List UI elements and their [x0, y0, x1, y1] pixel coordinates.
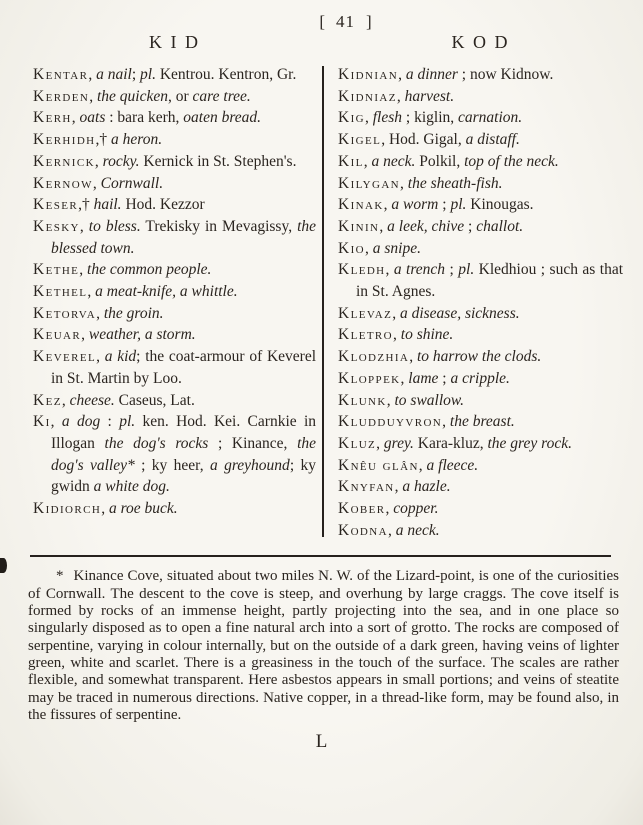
entry-headword: Klevaz [338, 304, 393, 322]
entry-text: pl. [450, 196, 467, 214]
entry-text: ; now Kidnow. [457, 66, 554, 83]
scan-artifact [0, 558, 7, 573]
entry-text: to harrow the clods. [416, 348, 542, 366]
entry-text: , Hod. Gigal, [381, 131, 466, 149]
entry-headword: Kodna [338, 521, 388, 539]
entry-text: the dog's rocks [104, 434, 209, 452]
entry-text: oats [79, 109, 106, 127]
entry-text: the common people. [87, 261, 212, 279]
entry-text: , or [168, 87, 193, 105]
entry-text: carnation. [458, 109, 523, 127]
entry-text: rocky. [102, 152, 140, 170]
dictionary-entry [338, 520, 623, 542]
entry-text: the dog's valley* [51, 434, 316, 474]
entry-text: , [400, 174, 408, 192]
entry-text: the quicken [96, 87, 168, 105]
dictionary-entry [33, 173, 316, 195]
right-column [338, 64, 623, 541]
dictionary-entry [33, 64, 316, 86]
entry-headword: Kentar [33, 66, 89, 83]
entry-headword: Kig [338, 109, 365, 127]
entry-text: a disease, sickness. [399, 304, 520, 322]
dictionary-entry [338, 368, 623, 390]
footnote-text: Kinance Cove, situated about two miles N. W. of the Lizard-point, is one of the curiosities of Cornwall. The descent to the cove is steep, and overhung by large craggs. The cove itself is formed by rocks of an immense height, partly projecting into the sea, and in one place so singularly disposed as to open a fine natural arch into a sort of grotto. The rocks are composed of serpentine, varying in colour internally, but on the outside of a dark green, having veins of lighter green, white and scarlet. There is a greasiness in the touch of the surface. The scales are rather flexible, and somewhat transparent. Here asbestos appears in small portions; and veins of steatite may be traced in numerous directions. Native copper, in a thread-like form, may be found also, in the fissures of serpentine. [28, 568, 619, 723]
page-header [0, 0, 643, 62]
dictionary-entry [33, 216, 316, 259]
entry-text: , [383, 196, 392, 214]
entry-text: ken. Hod. Kei. Carnkie in Illogan [51, 413, 317, 452]
dictionary-entry [338, 107, 623, 129]
footnote-rule [30, 555, 611, 557]
dictionary-entry [338, 433, 623, 455]
entry-headword: Kio [338, 239, 365, 257]
dictionary-entry [33, 390, 316, 412]
entry-headword: Keser [33, 196, 79, 214]
entry-text: ; kiglin, [402, 109, 459, 127]
entry-headword: Knêu glân [338, 456, 419, 474]
dictionary-entry [33, 259, 316, 281]
dictionary-entry [338, 390, 623, 412]
entry-headword: Kober [338, 500, 386, 518]
dictionary-entry [33, 107, 316, 129]
entry-text: , [379, 217, 388, 235]
entry-text: , [79, 217, 89, 235]
entry-text: , [398, 66, 406, 83]
dictionary-entry [33, 346, 316, 389]
entry-headword: Kez [33, 391, 62, 409]
entry-text: , [442, 413, 450, 431]
entry-text: Kernick in St. Stephen's. [139, 152, 297, 170]
entry-text: hail. [93, 196, 122, 214]
entry-text: , [87, 283, 96, 301]
entry-text: , [365, 109, 373, 127]
entry-headword: Kilygan [338, 174, 401, 192]
right-column-header: K O D [451, 32, 510, 52]
entry-text: a dinner [405, 66, 458, 83]
entry-text: , [376, 434, 384, 452]
entry-text: ; Kinance, [208, 434, 298, 452]
entry-text: pl. [458, 261, 475, 279]
entry-text: the sheath-fish. [407, 174, 503, 192]
entry-text: a roe buck. [108, 500, 178, 518]
left-column-header: K I D [149, 32, 200, 52]
entry-text: to shine. [400, 326, 454, 344]
entry-text: a kid [104, 348, 137, 366]
entry-headword: Knyfan [338, 478, 395, 496]
entry-text: a heron. [111, 131, 163, 149]
entry-text: a meat-knife, a whittle. [95, 283, 238, 301]
entry-text: Polkil, [415, 152, 465, 170]
entry-text: , [400, 369, 409, 387]
dictionary-entry [33, 411, 316, 498]
entry-text: Caseus, Lat. [114, 391, 195, 409]
entry-text: pl. [119, 413, 136, 431]
dictionary-entry [338, 151, 623, 173]
entry-headword: Kletro [338, 326, 394, 344]
entry-text: cheese. [69, 391, 115, 409]
entry-headword: Ketorva [33, 304, 97, 322]
entry-text: , [96, 348, 105, 366]
entry-text: a neck. [371, 152, 416, 170]
entry-text: , [418, 456, 427, 474]
entry-text: a distaff. [465, 131, 520, 149]
dictionary-entry [33, 194, 316, 216]
dictionary-entry [33, 151, 316, 173]
entry-text: care tree. [192, 87, 251, 105]
entry-text: a leek, chive [387, 217, 465, 235]
dictionary-entry [338, 64, 623, 86]
entry-text: copper. [393, 500, 439, 518]
entry-headword: Kerh [33, 109, 72, 127]
entry-text: a trench [393, 261, 446, 279]
entry-text: Kledhiou ; such as that in St. Agnes. [356, 261, 624, 301]
entry-text: ; [131, 66, 141, 83]
dictionary-entry [338, 86, 623, 108]
entry-text: , [387, 521, 396, 539]
entry-text: ; ky gwidn [51, 456, 316, 496]
entry-text: top of the neck. [464, 152, 559, 170]
footnote [28, 568, 619, 724]
dictionary-entry [33, 129, 316, 151]
entry-text: a fleece. [426, 456, 479, 474]
entry-text: , [94, 152, 103, 170]
entry-text: a snipe. [372, 239, 421, 257]
entry-text: ; [445, 261, 459, 279]
entry-text: , [101, 500, 109, 518]
column-divider [322, 66, 324, 537]
entry-headword: Kludduyvron [338, 413, 443, 431]
entry-text: to swallow. [394, 391, 464, 409]
entry-text: oaten bread. [183, 109, 262, 127]
entry-text: , [96, 304, 104, 322]
entry-text: a neck. [395, 521, 440, 539]
entry-text: ; [438, 196, 451, 214]
entry-columns [33, 64, 625, 541]
entry-text: , [386, 391, 395, 409]
entry-text: lame [408, 369, 439, 387]
entry-text: ,† [95, 131, 112, 149]
entry-text: , [385, 500, 394, 518]
entry-text: a nail [96, 66, 132, 83]
dictionary-entry [338, 238, 623, 260]
entry-headword: Kidniaz [338, 87, 397, 105]
dictionary-entry [338, 303, 623, 325]
entry-text: , [392, 304, 400, 322]
entry-headword: Kerhidh [33, 131, 96, 149]
entry-headword: Kidnian [338, 66, 399, 83]
entry-text: Hod. Kezzor [121, 196, 205, 214]
entry-text: , [396, 87, 405, 105]
entry-text: a dog [61, 413, 101, 431]
entry-text: grey. [383, 434, 414, 452]
dictionary-entry [33, 281, 316, 303]
signature-mark: L [315, 731, 328, 753]
entry-headword: Kernick [33, 152, 95, 170]
dictionary-entry [338, 411, 623, 433]
entry-text: ; the coat-armour of Keverel in St. Martin by Loo. [51, 348, 317, 387]
entry-headword: Kil [338, 152, 364, 170]
entry-text: flesh [372, 109, 403, 127]
entry-headword: Kethe [33, 261, 80, 279]
entry-text: , [50, 413, 62, 431]
entry-headword: Kinak [338, 196, 384, 214]
entry-text: the breast. [449, 413, 515, 431]
entry-text: ,† [78, 196, 94, 214]
entry-text: ; [438, 369, 451, 387]
entry-headword: Klunk [338, 391, 387, 409]
left-column [33, 64, 316, 541]
dictionary-entry [33, 86, 316, 108]
entry-headword: Kloppek [338, 369, 401, 387]
dictionary-entry [33, 303, 316, 325]
dictionary-entry [338, 324, 623, 346]
entry-text: , [61, 391, 70, 409]
entry-text: the grey rock. [487, 434, 572, 452]
entry-text: , [79, 261, 88, 279]
entry-headword: Kerden [33, 87, 90, 105]
entry-text: ; [464, 217, 477, 235]
entry-text: Trekisky in Mevagissy, [140, 217, 298, 235]
entry-text: pl. [140, 66, 156, 83]
dictionary-entry [338, 476, 623, 498]
entry-text: , [385, 261, 394, 279]
bracket-close: ] [366, 12, 372, 31]
entry-headword: Kledh [338, 261, 386, 279]
entry-text: Cornwall. [100, 174, 164, 192]
entry-text: weather, a storm. [88, 326, 196, 344]
entry-text: , [71, 109, 80, 127]
entry-text: Kentrou. Kentron, Gr. [155, 66, 297, 83]
entry-text: ; ky heer, [134, 456, 210, 474]
entry-text: , [88, 66, 97, 83]
entry-text: , [81, 326, 89, 344]
dictionary-entry [338, 498, 623, 520]
entry-text: , [409, 348, 417, 366]
dictionary-entry [338, 346, 623, 368]
entry-text: , [89, 87, 97, 105]
entry-text: a worm [391, 196, 439, 214]
entry-text: a white dog. [93, 478, 170, 496]
entry-headword: Keuar [33, 326, 82, 344]
entry-headword: Kidiorch [33, 500, 102, 518]
entry-text: harvest. [404, 87, 455, 105]
bracket-open: [ [319, 12, 325, 31]
dictionary-entry [33, 498, 316, 520]
dictionary-entry [338, 129, 623, 151]
entry-text: a hazle. [402, 478, 451, 496]
entry-text: Kara-kluz, [413, 434, 488, 452]
entry-text: to bless. [88, 217, 141, 235]
dictionary-entry [338, 216, 623, 238]
entry-text: challot. [476, 217, 524, 235]
entry-headword: Keverel [33, 348, 97, 366]
entry-text: a cripple. [450, 369, 510, 387]
entry-text: the blessed town. [51, 217, 317, 257]
dictionary-entry [338, 455, 623, 477]
entry-text: , [92, 174, 101, 192]
entry-headword: Ki [33, 413, 51, 431]
entry-text: : [100, 413, 120, 431]
entry-text: , [393, 326, 401, 344]
entry-headword: Kigel [338, 131, 382, 149]
entry-text: the groin. [103, 304, 164, 322]
entry-headword: Kernow [33, 174, 93, 192]
entry-text: a greyhound [209, 456, 290, 474]
dictionary-entry [338, 173, 623, 195]
entry-headword: Kethel [33, 283, 88, 301]
entry-headword: Klodzhia [338, 348, 410, 366]
dictionary-entry [338, 259, 623, 302]
entry-text: : bara kerh, [105, 109, 184, 127]
entry-text: , [363, 152, 372, 170]
dictionary-entry [338, 194, 623, 216]
entry-text: , [365, 239, 373, 257]
entry-text: Kinougas. [466, 196, 534, 214]
dictionary-entry [33, 324, 316, 346]
page-number-value: 41 [336, 12, 355, 31]
entry-headword: Kesky [33, 217, 80, 235]
entry-headword: Kinin [338, 217, 380, 235]
entry-text: , [394, 478, 403, 496]
entry-headword: Kluz [338, 434, 377, 452]
footnote-marker: * [56, 568, 64, 585]
page-number [48, 12, 643, 32]
